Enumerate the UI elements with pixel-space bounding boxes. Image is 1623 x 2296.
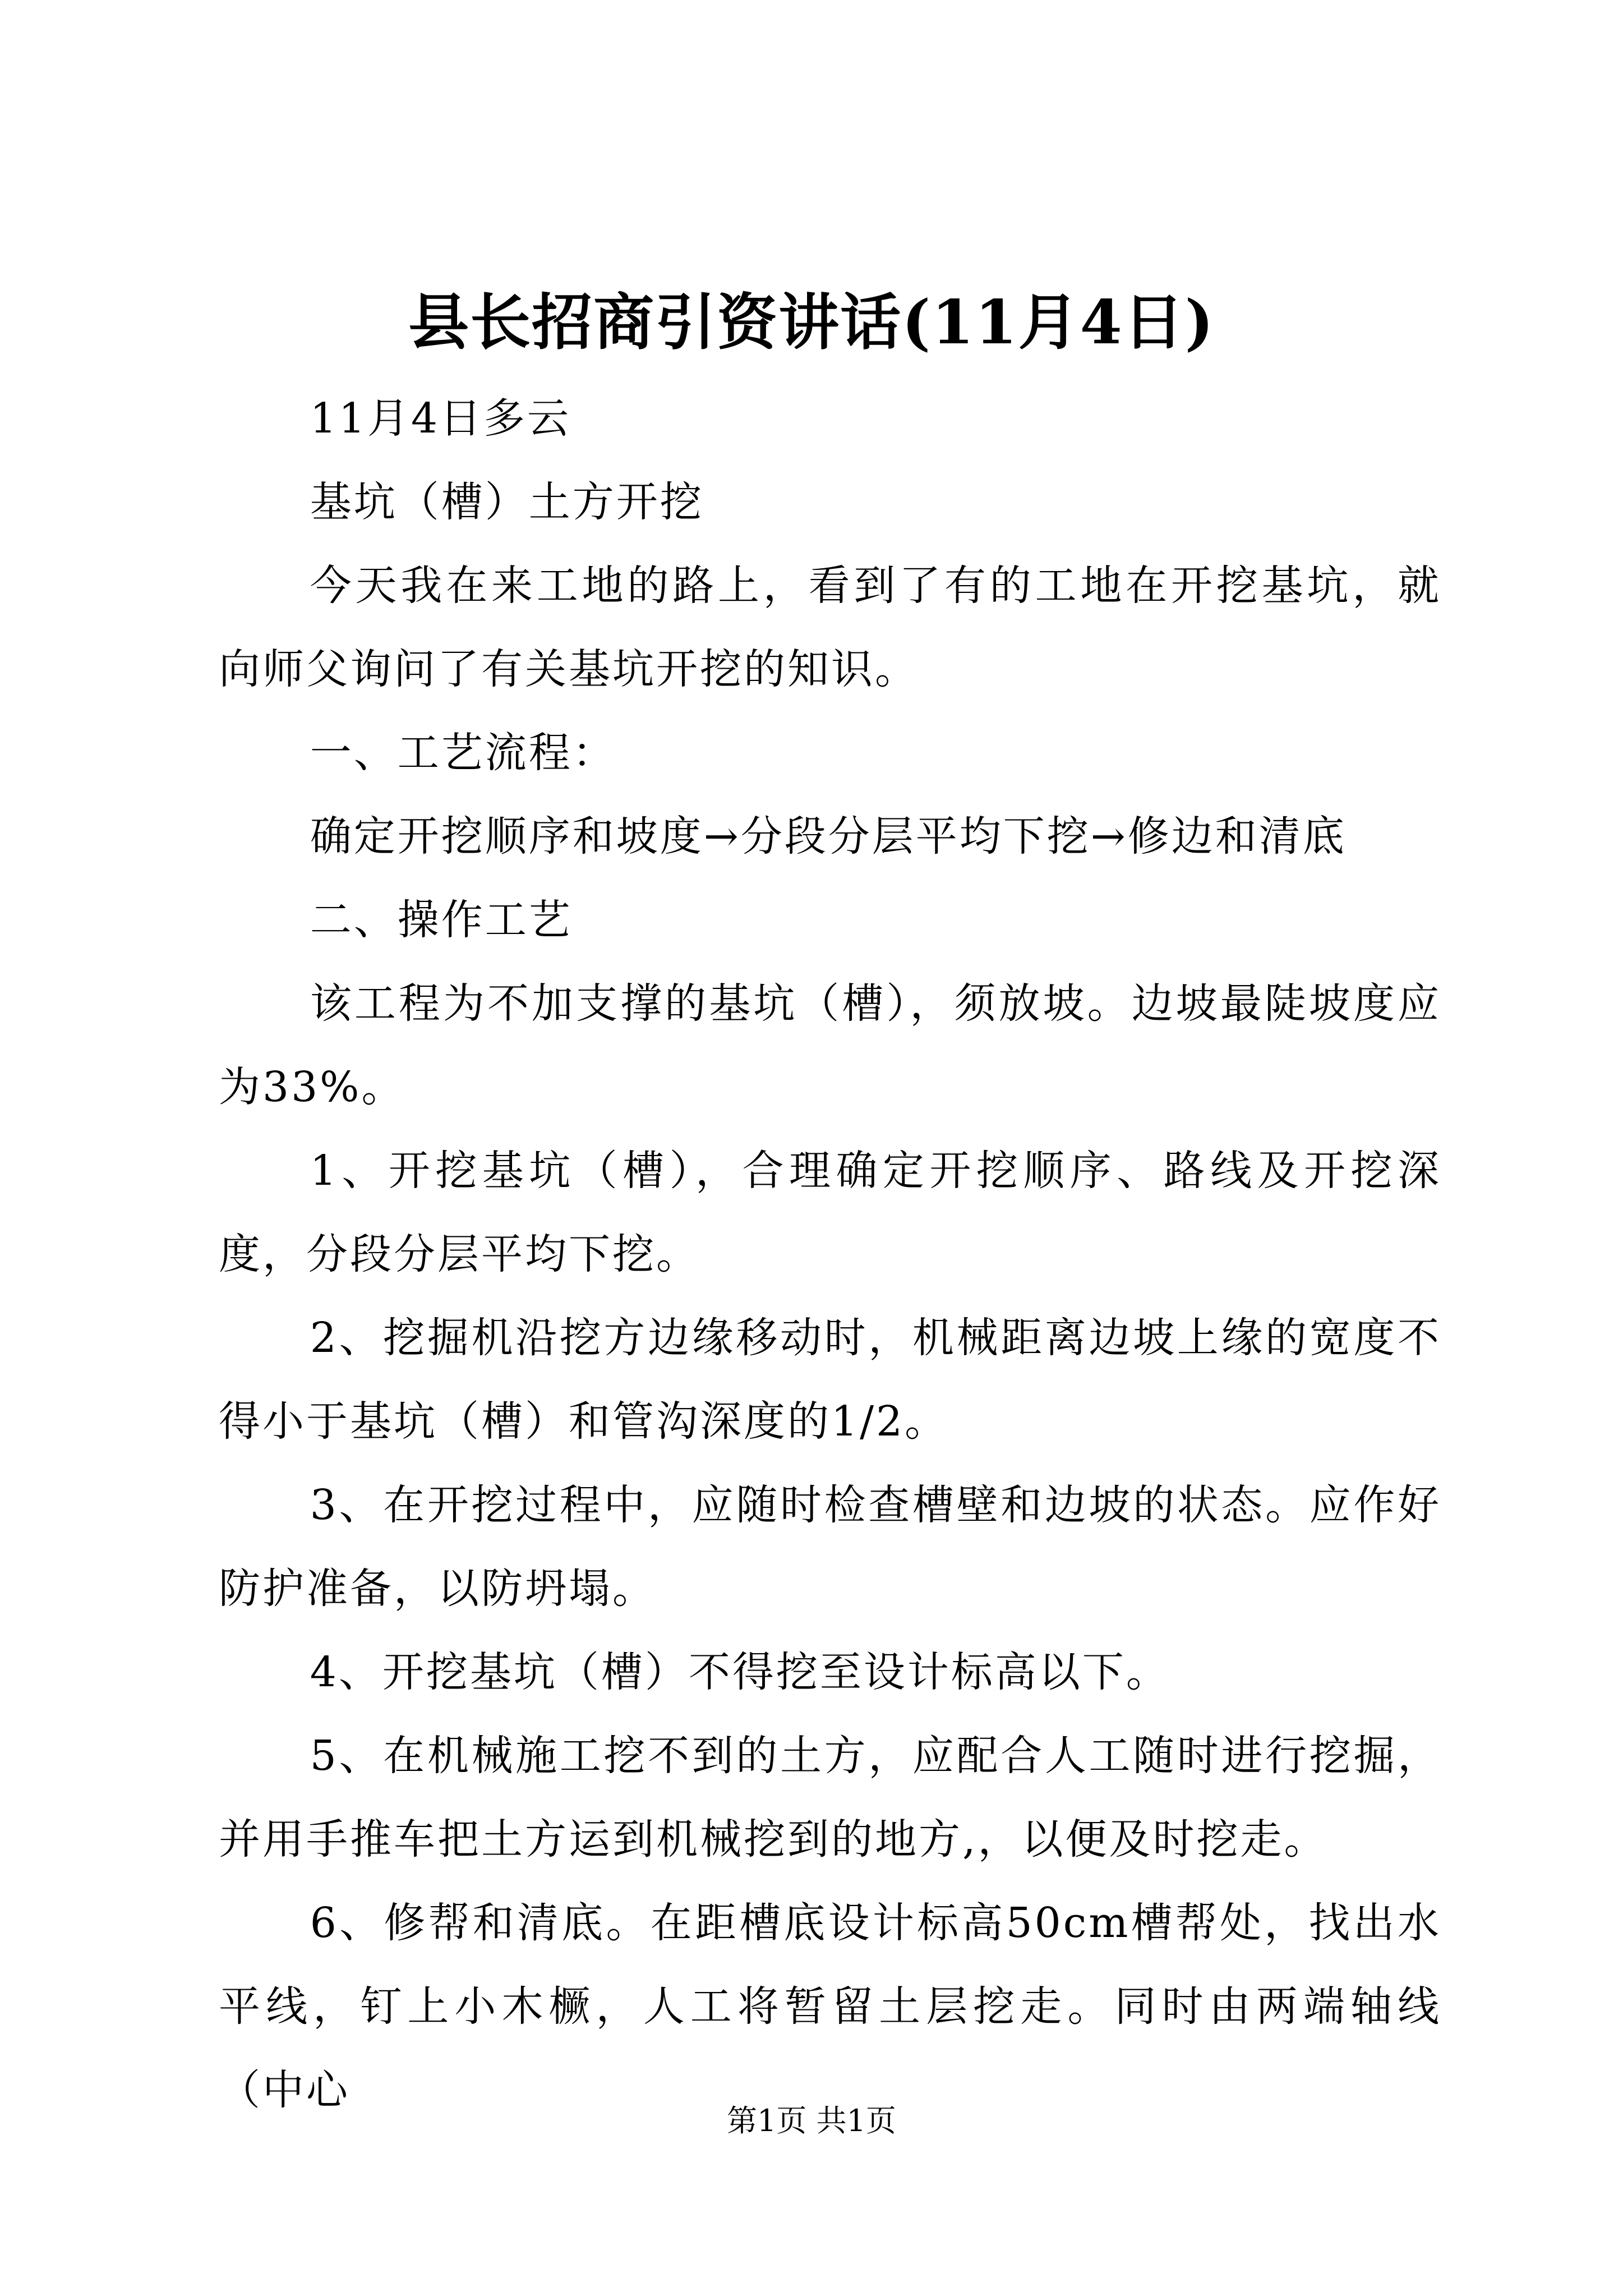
document-title: 县长招商引资讲话(11月4日) bbox=[408, 287, 1215, 358]
paragraph-step-2: 2、挖掘机沿挖方边缘移动时，机械距离边坡上缘的宽度不得小于基坑（槽）和管沟深度的1/2。 bbox=[219, 1314, 1441, 1446]
paragraph-slope: 该工程为不加支撑的基坑（槽），须放坡。边坡最陡坡度应为33%。 bbox=[219, 979, 1441, 1111]
page-footer: 第1页 共1页 bbox=[727, 2103, 896, 2138]
paragraph-section-2: 二、操作工艺 bbox=[310, 896, 573, 944]
paragraph-step-1: 1、开挖基坑（槽），合理确定开挖顺序、路线及开挖深度，分段分层平均下挖。 bbox=[219, 1147, 1441, 1278]
paragraph-process: 确定开挖顺序和坡度→分段分层平均下挖→修边和清底 bbox=[310, 812, 1347, 861]
paragraph-date: 11月4日多云 bbox=[310, 394, 571, 443]
paragraph-step-4: 4、开挖基坑（槽）不得挖至设计标高以下。 bbox=[310, 1648, 1170, 1696]
document-body bbox=[219, 377, 1441, 2132]
paragraph-step-3: 3、在开挖过程中，应随时检查槽壁和边坡的状态。应作好防护准备，以防坍塌。 bbox=[219, 1481, 1441, 1613]
paragraph-step-6: 6、修帮和清底。在距槽底设计标高50cm槽帮处，找出水平线，钉上小木橛，人工将暂留土层挖走。同时由两端轴线（中心 bbox=[219, 1899, 1441, 2114]
paragraph-section-1: 一、工艺流程： bbox=[310, 729, 616, 777]
paragraph-step-5: 5、在机械施工挖不到的土方，应配合人工随时进行挖掘，并用手推车把土方运到机械挖到的地方,，以便及时挖走。 bbox=[219, 1732, 1441, 1864]
paragraph-intro: 今天我在来工地的路上，看到了有的工地在开挖基坑，就向师父询问了有关基坑开挖的知识。 bbox=[219, 562, 1441, 693]
paragraph-heading: 基坑（槽）土方开挖 bbox=[310, 478, 704, 526]
